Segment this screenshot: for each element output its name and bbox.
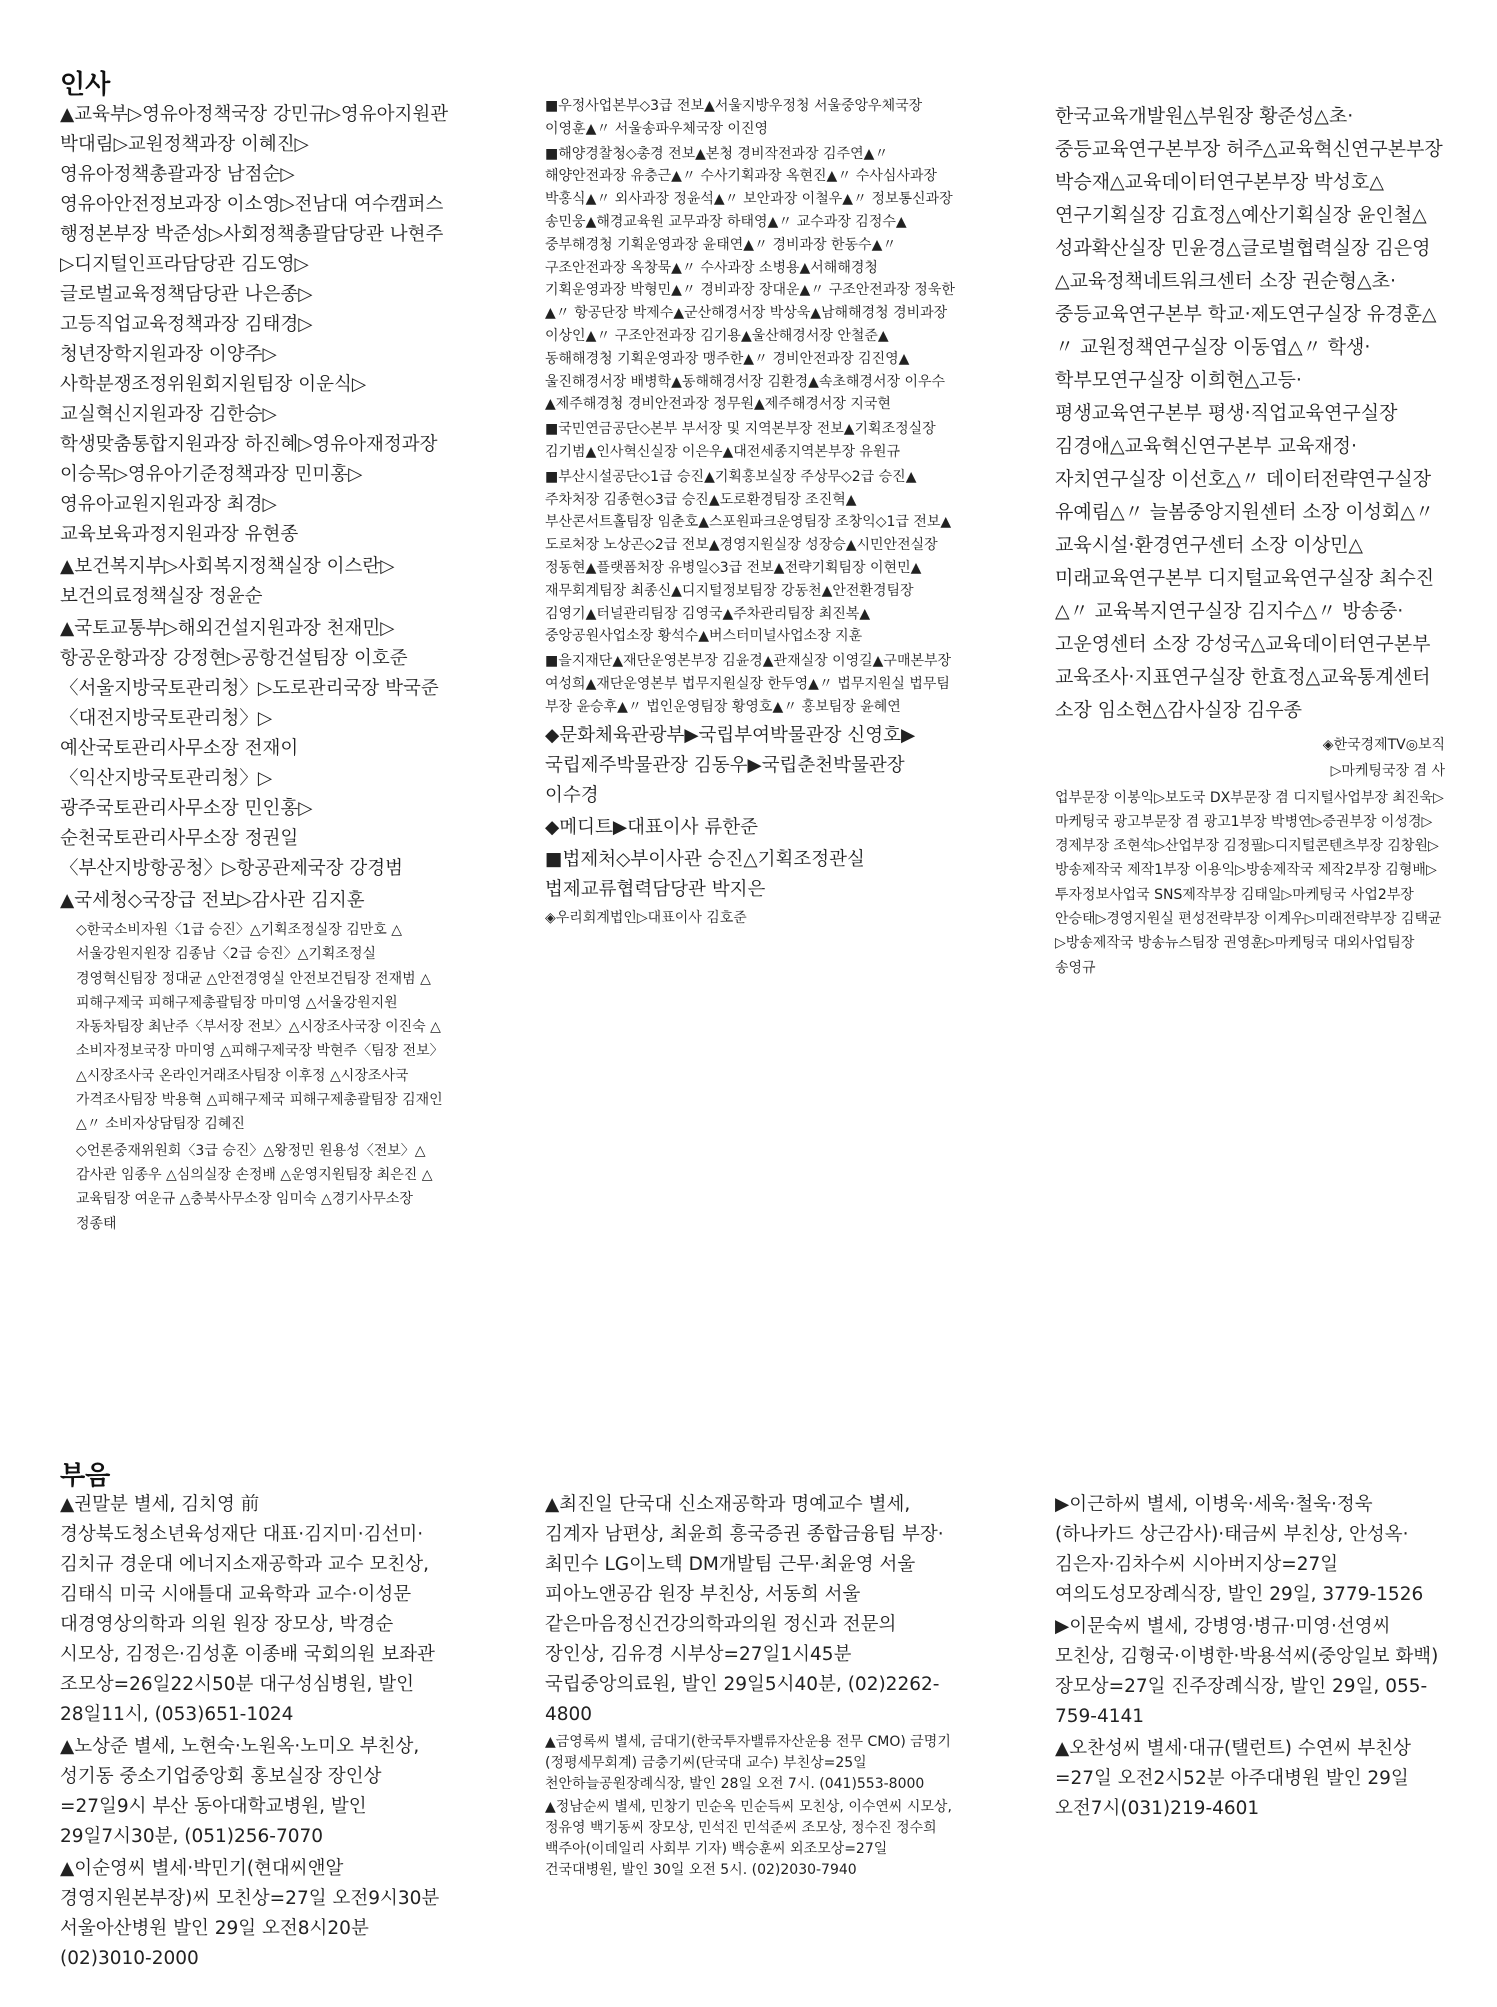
personnel-entry: ▲보건복지부▷사회복지정책실장 이스란▷보건의료정책실장 정윤순: [60, 556, 395, 607]
obituary-entry: ▲이순영씨 별세·박민기(현대씨앤알 경영지원본부장)씨 모친상=27일 오전9시30분 서울아산병원 발인 29일 오전8시20분 (02)3010-2000: [60, 1858, 440, 1969]
personnel-entry: ■부산시설공단◇1급 승진▲기획홍보실장 주상무◇2급 승진▲주차처장 김종현◇3급 승진▲도로환경팀장 조진혁▲부산콘서트홀팀장 임춘호▲스포원파크운영팀장 조창익◇1급 전보▲도로처장 노상곤◇2급 전보▲경영지원실장 성장승▲시민안전실장 정동현▲플랫폼처장 유병일◇3급 전보▲전략기획팀장 이현민▲재무회계팀장 최종신▲디지털정보팀장 강동천▲안전환경팀장 김영기▲터널관리팀장 김영국▲주차관리팀장 최진복▲중앙공원사업소장 황석수▲버스터미널사업소장 지훈: [545, 468, 952, 645]
personnel-title: 인사: [60, 70, 111, 100]
personnel-entry: ◇한국소비자원〈1급 승진〉△기획조정실장 김만호 △서울강원지원장 김종남〈2급 승진〉△기획조정실 경영혁신팀장 정대균 △안전경영실 안전보건팀장 전재범 △피해구제국 피해구제총괄팀장 마미영 △서울강원지원 자동차팀장 최난주〈부서장 전보〉△시장조사국장 이진숙 △소비자정보국장 마미영 △피해구제국장 박현주〈팀장 전보〉△시장조사국 온라인거래조사팀장 이후정 △시장조사국 가격조사팀장 박용혁 △피해구제국 피해구제총괄팀장 김재인 △〃 소비자상담팀장 김혜진: [76, 922, 444, 1133]
obituary-title: 부음: [60, 1461, 111, 1491]
personnel-entry: ■국민연금공단◇본부 부서장 및 지역본부장 전보▲기획조정실장 김기범▲인사혁신실장 이은우▲대전세종지역본부장 유원규: [545, 421, 936, 460]
personnel-column-3: [1055, 100, 1445, 1360]
personnel-entry: ◆문화체육관광부▶국립부여박물관장 신영호▶국립제주박물관장 김동우▶국립춘천박물관장 이수경: [545, 724, 916, 806]
obituary-entry: ▲오찬성씨 별세·대규(탤런트) 수연씨 부친상=27일 오전2시52분 아주대병원 발인 29일 오전7시(031)219-4601: [1055, 1738, 1411, 1819]
obituary-entry: ▲최진일 단국대 신소재공학과 명예교수 별세, 김계자 남편상, 최윤희 흥국증권 종합금융팀 부장·최민수 LG이노텍 DM개발팀 근무·최윤영 서울 피아노앤공감 원장 부친상, 서동희 서울 같은마음정신건강의학과의원 정신과 전문의 장인상, 김유경 시부상=27일1시45분 국립중앙의료원, 발인 29일5시40분, (02)2262-4800: [545, 1494, 944, 1725]
personnel-entry: ■우정사업본부◇3급 전보▲서울지방우정청 서울중앙우체국장 이영훈▲〃 서울송파우체국장 이진영: [545, 98, 923, 137]
personnel-column-1: [60, 100, 450, 1360]
personnel-entry: ▲국세청◇국장급 전보▷감사관 김지훈: [60, 890, 365, 911]
obituary-entry: ▶이문숙씨 별세, 강병영·병규·미영·선영씨 모친상, 김형국·이병한·박용석씨(중앙일보 화백) 장모상=27일 진주장례식장, 발인 29일, 055-759-4141: [1055, 1616, 1439, 1727]
personnel-entry: ◇언론중재위원회〈3급 승진〉△왕정민 원용성〈전보〉△감사관 임종우 △심의실장 손정배 △운영지원팀장 최은진 △교육팀장 여운규 △충북사무소장 임미숙 △경기사무소장 정종태: [76, 1142, 433, 1232]
personnel-entry: ◈한국경제TV◎보직: [1322, 737, 1445, 753]
obituary-entry: ▲권말분 별세, 김치영 前 경상북도청소년육성재단 대표·김지미·김선미·김치규 경운대 에너지소재공학과 교수 모친상, 김태식 미국 시애틀대 교육학과 교수·이성문 대경영상의학과 의원 원장 장모상, 박경순 시모상, 김정은·김성훈 이종배 국회의원 보좌관 조모상=26일22시50분 대구성심병원, 발인 28일11시, (053)651-1024: [60, 1494, 435, 1725]
personnel-entry: ◈우리회계법인▷대표이사 김호준: [545, 909, 747, 926]
obituary-entry: ▲정남순씨 별세, 민창기 민순옥 민순득씨 모친상, 이수연씨 시모상, 정유영 백기동씨 장모상, 민석진 민석준씨 조모상, 정수진 정수희 백주아(이데일리 사회부 기자) 백승훈씨 외조모상=27일 건국대병원, 발인 30일 오전 5시. (02)2030-7940: [545, 1799, 952, 1878]
obituary-entry: ▲노상준 별세, 노현숙·노원옥·노미오 부친상, 성기동 중소기업중앙회 홍보실장 장인상=27일9시 부산 동아대학교병원, 발인 29일7시30분, (051)256-7070: [60, 1736, 420, 1847]
personnel-entry: ▲교육부▷영유아정책국장 강민규▷영유아지원관 박대림▷교원정책과장 이혜진▷영유아정책총괄과장 남점순▷영유아안전정보과장 이소영▷전남대 여수캠퍼스 행정본부장 박준성▷사회정책총괄담당관 나현주▷디지털인프라담당관 김도영▷글로벌교육정책담당관 나은종▷고등직업교육정책과장 김태경▷청년장학지원과장 이양주▷사학분쟁조정위원회지원팀장 이운식▷교실혁신지원과장 김한승▷학생맞춤통합지원과장 하진혜▷영유아재정과장 이승목▷영유아기준정책과장 민미홍▷영유아교원지원과장 최경▷교육보육과정지원과장 유현종: [60, 104, 449, 545]
obituary-entry: ▲금영록씨 별세, 금대기(한국투자밸류자산운용 전무 CMO) 금명기(정평세무회계) 금충기씨(단국대 교수) 부친상=25일 천안하늘공원장례식장, 발인 28일 오전 7시. (041)553-8000: [545, 1734, 951, 1792]
obituary-column-3: [1055, 1490, 1445, 2000]
personnel-entry: ▷마케팅국장 겸 사: [1330, 763, 1445, 780]
obituary-column-2: [545, 1490, 955, 2000]
personnel-column-2: [545, 95, 955, 1355]
personnel-entry: ■을지재단▲재단운영본부장 김윤경▲관재실장 이영길▲구매본부장 여성희▲재단운영본부 법무지원실장 한두영▲〃 법무지원실 법무팀 부장 윤승후▲〃 법인운영팀장 황영호▲〃 홍보팀장 윤혜연: [545, 653, 952, 715]
personnel-entry: ▲국토교통부▷해외건설지원과장 천재민▷항공운항과장 강정현▷공항건설팀장 이호준〈서울지방국토관리청〉▷도로관리국장 박국준〈대전지방국토관리청〉▷예산국토관리사무소장 전재이〈익산지방국토관리청〉▷광주국토관리사무소장 민인홍▷순천국토관리사무소장 정권일〈부산지방항공청〉▷항공관제국장 강경범: [60, 618, 439, 879]
obituary-column-1: [60, 1490, 450, 2000]
personnel-entry: ■해양경찰청◇총경 전보▲본청 경비작전과장 김주연▲〃 해양안전과장 유충근▲〃 수사기획과장 옥현진▲〃 수사심사과장 박홍식▲〃 외사과장 정윤석▲〃 보안과장 이철우▲〃 정보통신과장 송민웅▲해경교육원 교무과장 하태영▲〃 교수과장 김정수▲중부해경청 기획운영과장 윤태연▲〃 경비과장 한동수▲〃 구조안전과장 옥창묵▲〃 수사과장 소병용▲서해해경청 기획운영과장 박형민▲〃 경비과장 장대운▲〃 구조안전과장 정욱한▲〃 항공단장 박제수▲군산해경서장 박상욱▲남해해경청 경비과장 이상인▲〃 구조안전과장 김기용▲울산해경서장 안철준▲동해해경청 기획운영과장 맹주한▲〃 경비안전과장 김진영▲울진해경서장 배병학▲동해해경서장 김환경▲속초해경서장 이우수▲제주해경청 경비안전과장 정무원▲제주해경서장 지국현: [545, 145, 955, 413]
personnel-entry: 업부문장 이봉익▷보도국 DX부문장 겸 디지털사업부장 최진욱▷마케팅국 광고부문장 겸 광고1부장 박병연▷증권부장 이성경▷경제부장 조현석▷산업부장 김정필▷디지털콘텐츠부장 김창원▷방송제작국 제작1부장 이용익▷방송제작국 제작2부장 김형배▷투자정보사업국 SNS제작부장 김태일▷마케팅국 사업2부장 안승태▷경영지원실 편성전략부장 이계우▷미래전략부장 김택균▷방송제작국 방송뉴스팀장 권영훈▷마케팅국 대외사업팀장 송영규: [1055, 789, 1444, 976]
obituary-entry: ▶이근하씨 별세, 이병욱·세욱·철욱·정욱(하나카드 상근감사)·태금씨 부친상, 안성옥·김은자·김차수씨 시아버지상=27일 여의도성모장례식장, 발인 29일, 3779-1526: [1055, 1494, 1424, 1605]
personnel-entry: 한국교육개발원△부원장 황준성△초·중등교육연구본부장 허주△교육혁신연구본부장 박승재△교육데이터연구본부장 박성호△연구기획실장 김효정△예산기획실장 윤인철△성과확산실장 민윤경△글로벌협력실장 김은영△교육정책네트워크센터 소장 권순형△초·중등교육연구본부 학교·제도연구실장 유경훈△〃 교원정책연구실장 이동엽△〃 학생·학부모연구실장 이희현△고등·평생교육연구본부 평생·직업교육연구실장 김경애△교육혁신연구본부 교육재정·자치연구실장 이선호△〃 데이터전략연구실장 유예림△〃 늘봄중앙지원센터 소장 이성회△〃 교육시설·환경연구센터 소장 이상민△미래교육연구본부 디지털교육연구실장 최수진△〃 교육복지연구실장 김지수△〃 방송중·고운영센터 소장 강성국△교육데이터연구본부 교육조사·지표연구실장 한효정△교육통계센터 소장 임소현△감사실장 김우종: [1055, 105, 1443, 721]
personnel-entry: ■법제처◇부이사관 승진△기획조정관실 법제교류협력담당관 박지은: [545, 848, 865, 900]
personnel-entry: ◆메디트▶대표이사 류한준: [545, 816, 759, 838]
